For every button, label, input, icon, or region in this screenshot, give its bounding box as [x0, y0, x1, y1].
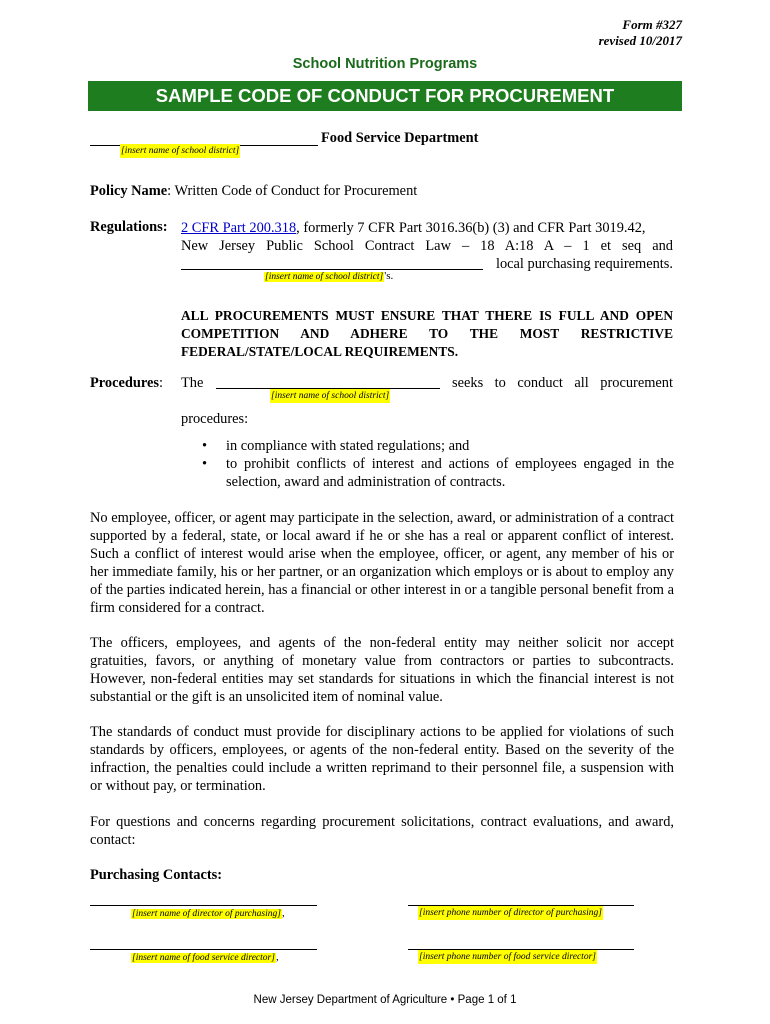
director-purchasing-placeholder: [insert name of director of purchasing],: [132, 907, 285, 919]
paragraph-disciplinary: The standards of conduct must provide for disciplinary actions to be applied for violations of such standards by officers, employees, or agents of the non-federal entity. Based on the severity of the infraction, the penalties could include a written reprimand to their personnel file, a suspension with or without pay, or termination.: [90, 724, 674, 794]
procedures-word: procedures:: [181, 411, 249, 427]
regulations-placeholder: [insert name of school district]'s.: [265, 270, 394, 282]
list-item: • to prohibit conflicts of interest and actions of employees engaged in the selection, award and administration of contracts.: [202, 456, 674, 490]
list-item: • in compliance with stated regulations; and: [202, 438, 470, 454]
footer-bullet-icon: •: [450, 994, 455, 1006]
paragraph-gratuities: The officers, employees, and agents of the non-federal entity may neither solicit nor accept gratuities, favors, or anything of monetary value from contractors or parties to subcontracts. However, non-federal entities may set standards for situations in which the financial interest is not substantial or the gift is an unsolicited item of nominal value.: [90, 635, 674, 705]
procedures-placeholder: [insert name of school district]: [271, 391, 390, 401]
footer-org: New Jersey Department of Agriculture: [253, 994, 448, 1006]
regulations-line2: New Jersey Public School Contract Law – 18 A:18 A – 1 et seq and: [181, 238, 673, 254]
program-name: School Nutrition Programs: [292, 56, 478, 72]
regulations-placeholder-text: insert name of school district: [268, 272, 380, 282]
page-title: [88, 81, 682, 111]
procedures-label: Procedures:: [90, 375, 164, 391]
food-service-director-phone-placeholder: [insert phone number of food service director]: [419, 952, 596, 962]
dept-suffix: Food Service Department: [321, 130, 479, 146]
form-revised-text: revised 10/2017: [598, 33, 682, 48]
district-placeholder-text: insert name of school district: [124, 146, 236, 156]
footer-page: Page 1 of 1: [457, 994, 517, 1006]
policy-name: Policy Name: Written Code of Conduct for Procurement: [90, 183, 418, 199]
policy-value: Written Code of Conduct for Procurement: [174, 183, 418, 199]
procedures-placeholder-text: insert name of school district: [274, 391, 386, 401]
procurement-notice: ALL PROCUREMENTS MUST ENSURE THAT THERE IS FULL AND OPEN COMPETITION AND ADHERE TO THE MOST RESTRICTIVE FEDERAL/STATE/LOCAL REQUIREMENTS.: [181, 308, 673, 359]
procedures-bullets: [202, 437, 674, 491]
regulations-line3: local purchasing requirements.: [495, 256, 673, 272]
regulations-possessive: 's.: [384, 270, 394, 282]
form-number: [599, 17, 682, 49]
policy-label: Policy Name: [90, 183, 168, 199]
page-footer: [0, 994, 770, 1006]
procedures-the: The: [181, 375, 204, 391]
page-title-text: SAMPLE CODE OF CONDUCT FOR PROCUREMENT: [155, 85, 615, 106]
district-placeholder: [insert name of school district]: [121, 146, 240, 156]
director-purchasing-phone-placeholder: [insert phone number of director of purchasing]: [419, 908, 602, 918]
paragraph-questions: For questions and concerns regarding procurement solicitations, contract evaluations, and award, contact:: [90, 814, 674, 848]
regulations-text: [181, 219, 673, 273]
procedures-seeks: seeks to conduct all procurement: [452, 375, 673, 391]
paragraph-conflict: No employee, officer, or agent may participate in the selection, award, or administration of a contract supported by a federal, state, or local award if he or she has a real or apparent conflict of interest. Such a conflict of interest would arise when the employee, officer, or agent, any member of his or her immediate family, his or her partner, or an organization which employs or is about to employ any of the parties indicated herein, has a financial or other interest in or a tangible personal benefit from a firm considered for a contract.: [90, 510, 674, 616]
form-number-text: Form #327: [622, 17, 682, 32]
regulations-label: Regulations:: [90, 219, 168, 235]
food-service-director-placeholder: [insert name of food service director],: [132, 951, 279, 963]
contacts-heading: Purchasing Contacts:: [90, 867, 223, 883]
cfr-link[interactable]: 2 CFR Part 200.318: [181, 220, 297, 236]
bullet-icon: •: [202, 456, 208, 472]
regulations-line1: , formerly 7 CFR Part 3016.36(b) (3) and CFR Part 3019.42,: [296, 220, 646, 236]
bullet-icon: •: [202, 438, 208, 454]
